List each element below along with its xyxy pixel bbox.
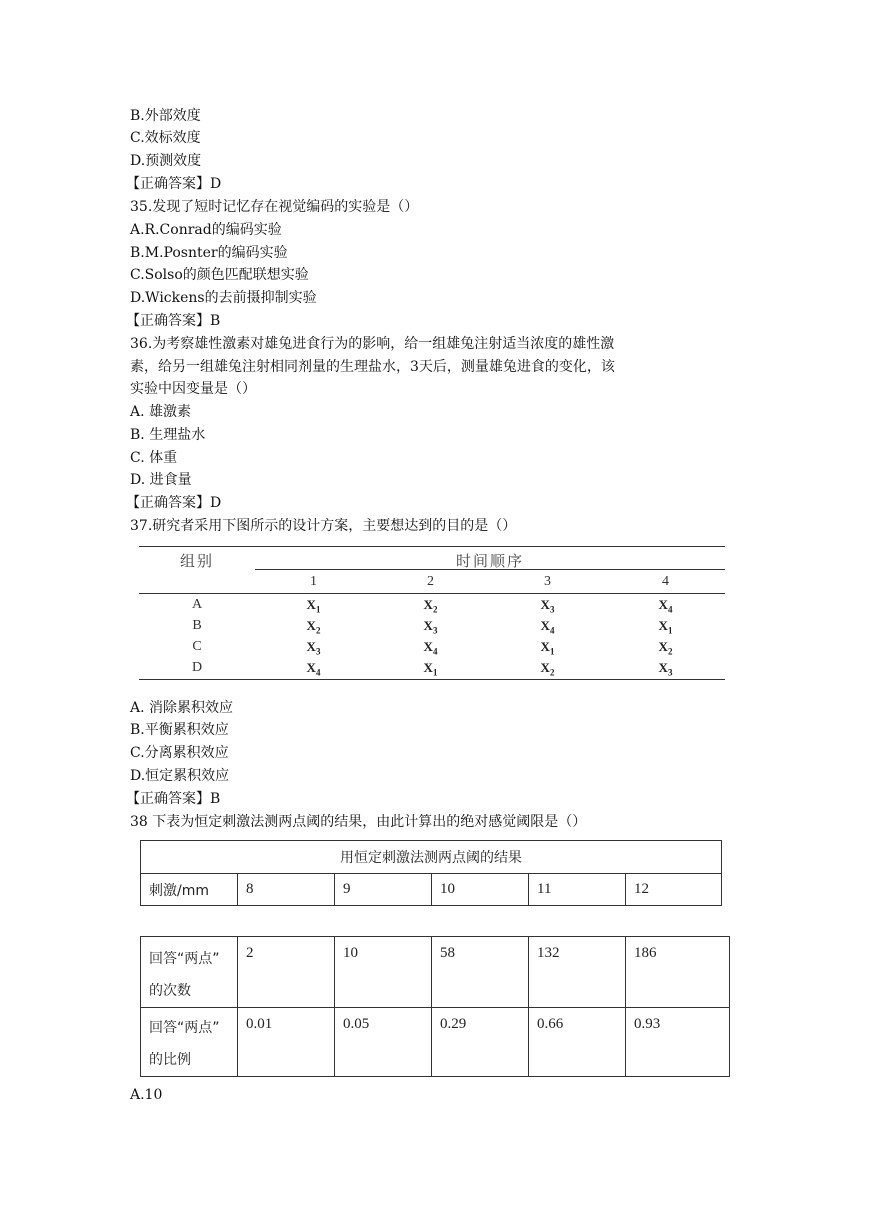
cell-c1: $X_3$ — [306, 639, 321, 657]
count-label — [141, 937, 238, 1008]
ratio-label-line1: 回答“两点” — [149, 1020, 220, 1036]
count-11: 132 — [529, 937, 626, 1008]
option-c-q37: C.分离累积效应 — [130, 745, 229, 761]
option-b-q36: B. 生理盐水 — [130, 427, 206, 443]
cell-d1: $X_4$ — [306, 660, 321, 678]
table-row — [141, 1008, 730, 1077]
question-35: 35.发现了短时记忆存在视觉编码的实验是（） — [130, 199, 419, 215]
cell-a1: $X_1$ — [306, 597, 321, 615]
cell-a4: $X_4$ — [658, 597, 673, 615]
time-col-3: 3 — [544, 574, 551, 589]
option-a-q38: A.10 — [130, 1087, 163, 1103]
option-d-q34: D.预测效度 — [130, 153, 202, 169]
stimulus-label-text: 刺激/mm — [149, 882, 209, 899]
cell-c4: $X_2$ — [658, 639, 673, 657]
option-a-q35: A.R.Conrad的编码实验 — [130, 222, 282, 238]
stimulus-10: 10 — [432, 874, 529, 906]
group-d: D — [191, 660, 203, 675]
ratio-8: 0.01 — [238, 1008, 335, 1077]
stimulus-label — [141, 874, 238, 906]
option-c-q35: C.Solso的颜色匹配联想实验 — [130, 267, 309, 283]
option-d-q35: D.Wickens的去前摄抑制实验 — [130, 290, 317, 306]
option-a-q37: A. 消除累积效应 — [130, 700, 234, 716]
count-label-line2: 的次数 — [149, 983, 191, 999]
table-row — [141, 874, 722, 906]
question-36-line1: 36.为考察雄性激素对雄兔进食行为的影响，给一组雄兔注射适当浓度的雄性激 — [130, 336, 615, 352]
question-36-line3: 实验中因变量是（） — [130, 381, 256, 397]
ratio-10: 0.29 — [432, 1008, 529, 1077]
count-label-line1: 回答“两点” — [149, 951, 220, 967]
group-header: 组别 — [179, 554, 214, 570]
cell-b3: $X_4$ — [540, 618, 555, 636]
ratio-11: 0.66 — [529, 1008, 626, 1077]
answer-q34: 【正确答案】D — [126, 176, 222, 192]
time-col-4: 4 — [662, 574, 669, 589]
threshold-table-bottom — [140, 936, 730, 1077]
table-bottom-rule — [139, 679, 725, 680]
cell-b2: $X_3$ — [423, 618, 438, 636]
count-8: 2 — [238, 937, 335, 1008]
threshold-table-top — [140, 840, 722, 906]
cell-b4: $X_1$ — [658, 618, 673, 636]
option-c-q34: C.效标效度 — [130, 130, 201, 146]
table-header-rule — [139, 593, 725, 594]
ratio-12: 0.93 — [626, 1008, 730, 1077]
count-12: 186 — [626, 937, 730, 1008]
group-a: A — [191, 597, 203, 612]
stimulus-12: 12 — [626, 874, 722, 906]
stimulus-11: 11 — [529, 874, 626, 906]
cell-c2: $X_4$ — [423, 639, 438, 657]
ratio-label-line2: 的比例 — [149, 1052, 191, 1068]
cell-a3: $X_3$ — [540, 597, 555, 615]
stimulus-8: 8 — [238, 874, 335, 906]
question-38: 38 下表为恒定刺激法测两点阈的结果，由此计算出的绝对感觉阈限是（） — [130, 814, 587, 830]
answer-q35: 【正确答案】B — [126, 313, 221, 329]
count-9: 10 — [335, 937, 432, 1008]
group-c: C — [192, 639, 202, 654]
count-10: 58 — [432, 937, 529, 1008]
table-row — [141, 937, 730, 1008]
group-b: B — [192, 618, 202, 633]
time-col-2: 2 — [427, 574, 434, 589]
ratio-label — [141, 1008, 238, 1077]
question-37: 37.研究者采用下图所示的设计方案，主要想达到的目的是（） — [130, 518, 517, 534]
answer-q36: 【正确答案】D — [126, 495, 222, 511]
design-table — [139, 546, 725, 682]
cell-d4: $X_3$ — [658, 660, 673, 678]
cell-c3: $X_1$ — [540, 639, 555, 657]
cell-a2: $X_2$ — [423, 597, 438, 615]
ratio-9: 0.05 — [335, 1008, 432, 1077]
option-d-q37: D.恒定累积效应 — [130, 768, 230, 784]
threshold-table-title — [141, 841, 722, 874]
table-title-text: 用恒定刺激法测两点阈的结果 — [340, 850, 522, 866]
cell-d3: $X_2$ — [540, 660, 555, 678]
question-36-line2: 素，给另一组雄兔注射相同剂量的生理盐水，3天后，测量雄兔进食的变化，该 — [130, 359, 615, 375]
table-top-rule — [139, 546, 725, 547]
cell-d2: $X_1$ — [423, 660, 438, 678]
option-b-q37: B.平衡累积效应 — [130, 722, 229, 738]
time-col-1: 1 — [310, 574, 317, 589]
cell-b1: $X_2$ — [306, 618, 321, 636]
option-a-q36: A. 雄激素 — [130, 404, 192, 420]
table-row — [141, 841, 722, 874]
option-b-q35: B.M.Posnter的编码实验 — [130, 245, 288, 261]
stimulus-9: 9 — [335, 874, 432, 906]
option-b-q34: B.外部效度 — [130, 108, 201, 124]
option-d-q36: D. 进食量 — [130, 472, 192, 488]
answer-q37: 【正确答案】B — [126, 791, 221, 807]
option-c-q36: C. 体重 — [130, 450, 178, 466]
time-header: 时间顺序 — [455, 554, 524, 570]
